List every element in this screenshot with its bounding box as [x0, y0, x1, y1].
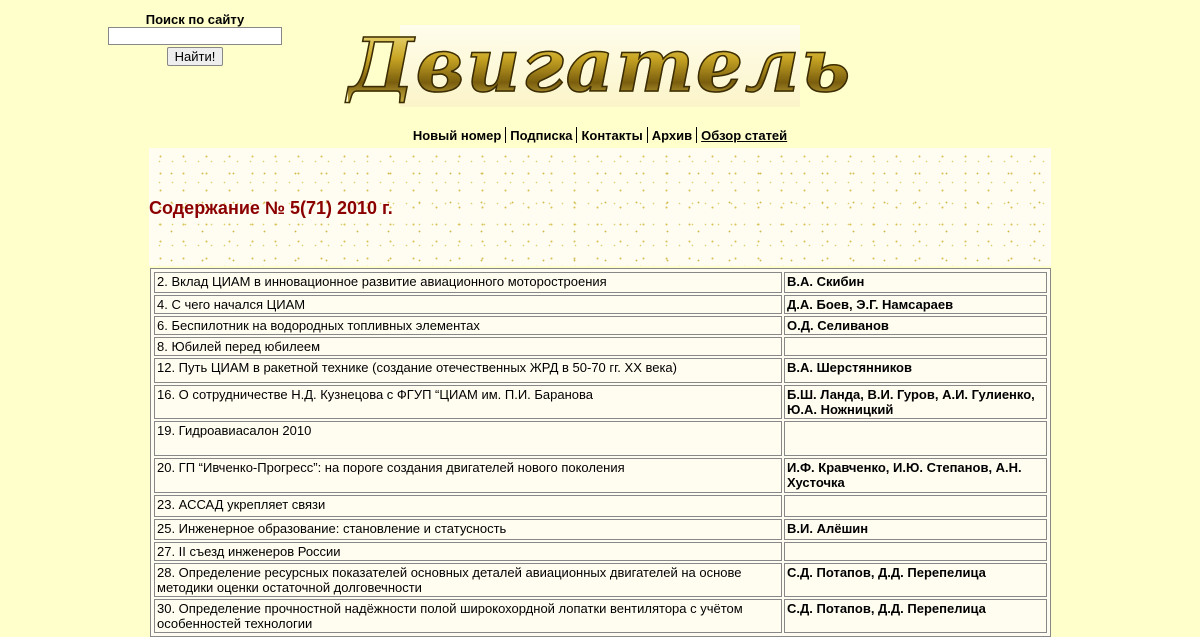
- article-authors: Д.А. Боев, Э.Г. Намсараев: [784, 295, 1047, 314]
- article-title[interactable]: 2. Вклад ЦИАМ в инновационное развитие авиационного моторостроения: [154, 272, 782, 293]
- contents-table: [152, 270, 1049, 635]
- nav-article-review[interactable]: Обзор статей: [701, 128, 788, 143]
- table-row: [154, 421, 1047, 456]
- article-authors: С.Д. Потапов, Д.Д. Перепелица: [784, 563, 1047, 597]
- article-title[interactable]: 28. Определение ресурсных показателей основных деталей авиационных двигателей на основе методики оценки остаточной долговечности: [154, 563, 782, 597]
- article-title[interactable]: 20. ГП “Ивченко-Прогресс”: на пороге создания двигателей нового поколения: [154, 458, 782, 493]
- table-row: [154, 272, 1047, 293]
- article-title[interactable]: 4. С чего начался ЦИАМ: [154, 295, 782, 314]
- article-title[interactable]: 6. Беспилотник на водородных топливных элементах: [154, 316, 782, 335]
- article-authors: [784, 495, 1047, 517]
- article-authors: В.А. Скибин: [784, 272, 1047, 293]
- contents-table-body: [154, 272, 1047, 633]
- article-authors: И.Ф. Кравченко, И.Ю. Степанов, А.Н. Хусточка: [784, 458, 1047, 493]
- nav-contacts[interactable]: Контакты: [581, 128, 643, 143]
- table-row: [154, 563, 1047, 597]
- article-title[interactable]: 27. II съезд инженеров России: [154, 542, 782, 561]
- article-title[interactable]: 12. Путь ЦИАМ в ракетной технике (создание отечественных ЖРД в 50-70 гг. ХХ века): [154, 358, 782, 383]
- table-row: [154, 337, 1047, 356]
- article-authors: [784, 421, 1047, 456]
- search-title: Поиск по сайту: [145, 12, 245, 27]
- nav-subscription[interactable]: Подписка: [510, 128, 573, 143]
- page-title: Содержание № 5(71) 2010 г.: [149, 198, 393, 218]
- table-row: [154, 542, 1047, 561]
- table-row: [154, 358, 1047, 383]
- search-panel: [108, 12, 282, 66]
- article-title[interactable]: 23. АССАД укрепляет связи: [154, 495, 782, 517]
- nav-new-issue[interactable]: Новый номер: [412, 128, 502, 143]
- article-authors: О.Д. Селиванов: [784, 316, 1047, 335]
- issue-header: [149, 148, 1051, 266]
- search-input[interactable]: [108, 27, 282, 45]
- article-authors: Б.Ш. Ланда, В.И. Гуров, А.И. Гулиенко, Ю.А. Ножницкий: [784, 385, 1047, 419]
- table-row: [154, 385, 1047, 419]
- article-authors: С.Д. Потапов, Д.Д. Перепелица: [784, 599, 1047, 633]
- main-nav: [0, 127, 1200, 143]
- table-row: [154, 295, 1047, 314]
- table-row: [154, 599, 1047, 633]
- table-row: [154, 458, 1047, 493]
- article-authors: [784, 337, 1047, 356]
- article-authors: В.И. Алёшин: [784, 519, 1047, 540]
- nav-archive[interactable]: Архив: [651, 128, 693, 143]
- search-button[interactable]: Найти!: [167, 47, 224, 66]
- contents-table-wrapper: [150, 268, 1051, 637]
- table-row: [154, 316, 1047, 335]
- article-title[interactable]: 8. Юбилей перед юбилеем: [154, 337, 782, 356]
- article-title[interactable]: 25. Инженерное образование: становление и статусность: [154, 519, 782, 540]
- table-row: [154, 495, 1047, 517]
- article-title[interactable]: 19. Гидроавиасалон 2010: [154, 421, 782, 456]
- site-logo[interactable]: [347, 23, 853, 109]
- table-row: [154, 519, 1047, 540]
- article-title[interactable]: 30. Определение прочностной надёжности полой широкохордной лопатки вентилятора с учётом особенностей технологии: [154, 599, 782, 633]
- article-title[interactable]: 16. О сотрудничестве Н.Д. Кузнецова с ФГУП “ЦИАМ им. П.И. Баранова: [154, 385, 782, 419]
- article-authors: В.А. Шерстянников: [784, 358, 1047, 383]
- article-authors: [784, 542, 1047, 561]
- logo-text: Двигатель: [347, 23, 853, 109]
